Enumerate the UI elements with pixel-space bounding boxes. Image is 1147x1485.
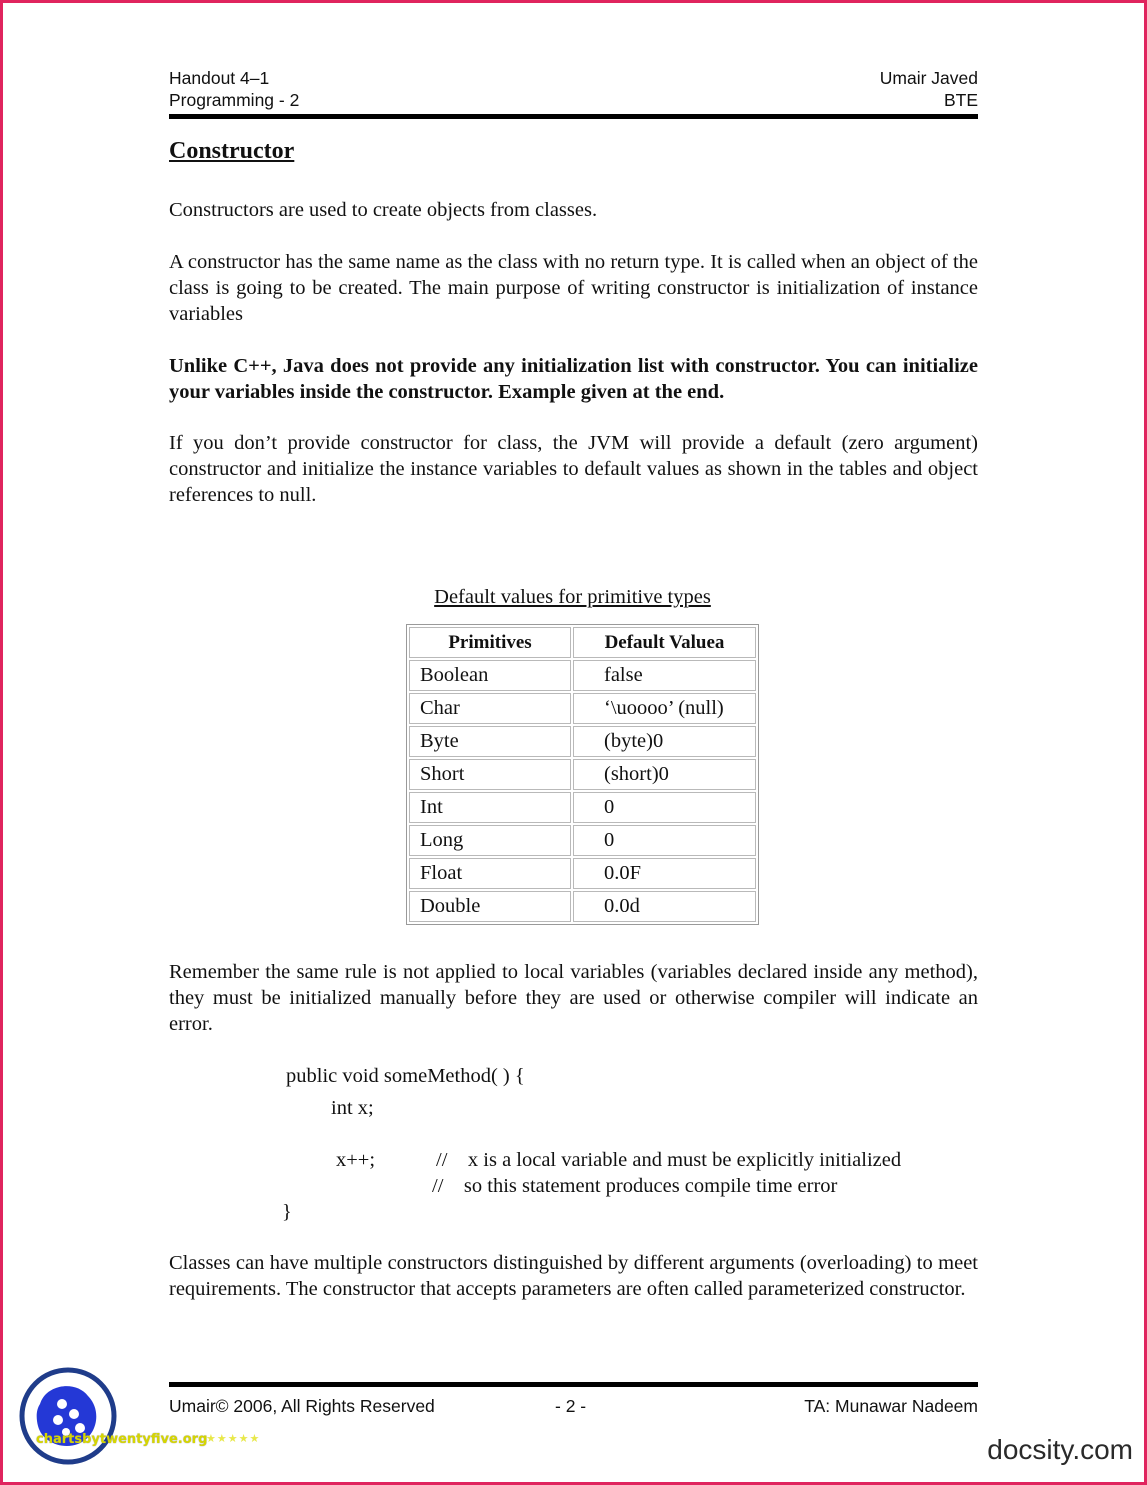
column-header-primitives: Primitives: [409, 627, 571, 658]
paragraph-definition: A constructor has the same name as the class with no return type. It is called when an object of the class is going to be created. The main purpose of writing constructor is initialization of instance variables: [169, 251, 978, 325]
header-right: [800, 67, 978, 111]
logo-text: chartsbytwentyfive.org: [36, 1432, 208, 1447]
table-row: [409, 792, 756, 823]
primitive-cell: Short: [409, 759, 571, 790]
paragraph-local-variables: Remember the same rule is not applied to local variables (variables declared inside any method), they must be initialized manually before they are used or otherwise compiler will indicate an error.: [169, 961, 978, 1035]
code-comment-1: // x is a local variable and must be explicitly initialized: [436, 1149, 902, 1171]
default-cell: (byte)0: [573, 726, 756, 757]
code-line-increment: x++;: [336, 1149, 376, 1171]
default-cell: (short)0: [573, 759, 756, 790]
watermark: docsity.com: [987, 1434, 1133, 1465]
default-cell: ‘\uoooo’ (null): [573, 693, 756, 724]
primitive-cell: Float: [409, 858, 571, 889]
footer-ta: TA: Munawar Nadeem: [804, 1396, 978, 1416]
code-line-signature: public void someMethod( ) {: [286, 1065, 525, 1087]
table-row: [409, 759, 756, 790]
paragraph-default-constructor: If you don’t provide constructor for class, the JVM will provide a default (zero argument) constructor and initialize the instance variables to default values as shown in the tables and object references to null.: [169, 432, 978, 506]
default-cell: false: [573, 660, 756, 691]
program-label: BTE: [943, 90, 978, 110]
code-line-closing-brace: }: [282, 1201, 292, 1223]
primitive-cell: Double: [409, 891, 571, 922]
handout-label: Handout 4–1: [169, 68, 270, 88]
table-row: [409, 726, 756, 757]
primitive-cell: Byte: [409, 726, 571, 757]
table-row: [409, 660, 756, 691]
page-title: Constructor: [169, 138, 295, 164]
table-caption: Default values for primitive types: [434, 586, 711, 608]
default-cell: 0.0F: [573, 858, 756, 889]
table-header-row: [409, 627, 756, 658]
code-line-declaration: int x;: [331, 1097, 374, 1119]
paragraph-intro: Constructors are used to create objects from classes.: [169, 199, 598, 221]
column-header-default: Default Valuea: [573, 627, 756, 658]
primitive-cell: Boolean: [409, 660, 571, 691]
default-cell: 0.0d: [573, 891, 756, 922]
code-comment-2: // so this statement produces compile time error: [432, 1175, 838, 1197]
footer-copyright: Umair© 2006, All Rights Reserved: [169, 1396, 435, 1416]
table-row: [409, 825, 756, 856]
header-left: [169, 67, 299, 111]
primitive-cell: Int: [409, 792, 571, 823]
default-cell: 0: [573, 792, 756, 823]
footer-rule: [169, 1382, 978, 1387]
table-row: [409, 693, 756, 724]
course-label: Programming - 2: [169, 90, 300, 110]
table-row: [409, 891, 756, 922]
default-cell: 0: [573, 825, 756, 856]
site-logo-icon: [18, 1366, 118, 1466]
header-rule: [169, 114, 978, 119]
primitive-cell: Long: [409, 825, 571, 856]
footer-page-number: - 2 -: [555, 1396, 587, 1416]
paragraph-overloading: Classes can have multiple constructors distinguished by different arguments (overloading) to meet requirements. The constructor that accepts parameters are often called parameterized constructor.: [169, 1252, 978, 1300]
primitive-cell: Char: [409, 693, 571, 724]
author-label: Umair Javed: [879, 68, 978, 88]
paragraph-note-bold: Unlike C++, Java does not provide any initialization list with constructor. You can initialize your variables inside the constructor. Example given at the end.: [169, 355, 978, 403]
table-row: [409, 858, 756, 889]
logo-stars: ★★★★★: [206, 1433, 261, 1445]
primitive-defaults-table: [406, 624, 759, 925]
